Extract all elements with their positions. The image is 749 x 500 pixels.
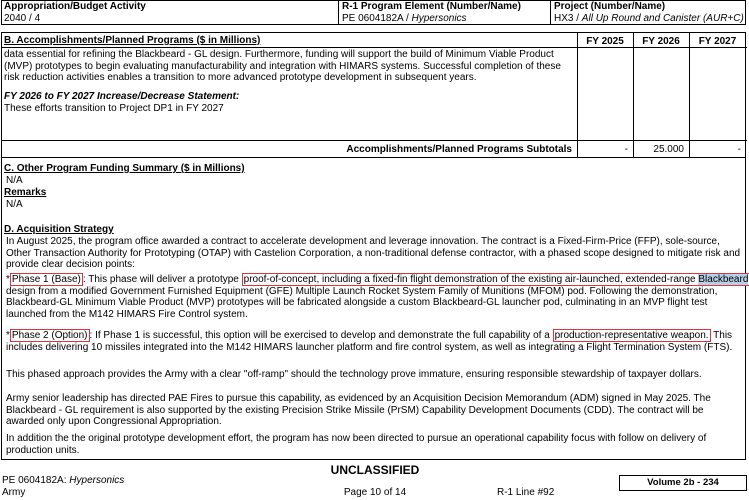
section-d-title: D. Acquisition Strategy	[4, 224, 114, 235]
program-element-label: R-1 Program Element (Number/Name)	[342, 1, 521, 12]
phase-1-rest: design from a modified Government Furnished Equipment (GFE) Multiple Launch Rocket System Family of Munitions (MFOM) pod. Following the demonstration, Blackbeard-GL Minimum Viable Product (MVP) prototypes will be fabricated alongside a custom Blackbeard-GL launcher pod, culminating in an MVP flight test launched from the M142 HIMARS Fire Control system.	[6, 285, 718, 320]
appropriation-value: 2040 / 4	[4, 13, 41, 24]
strategy-intro: In August 2025, the program office awarded a contract to accelerate development and leverage innovation. The contract is a Fixed-Firm-Price (FFP), sole-source, Other Transaction Authority for Prototyping (OTAP) with Castelion Corporation, a non-traditional defense contractor, with a phased scope designed to mitigate risk and provide clear decision points:	[6, 236, 741, 270]
footer-pe-name: Hypersonics	[69, 475, 125, 486]
project-label: Project (Number/Name)	[554, 1, 666, 12]
subtotal-fy2027: -	[737, 144, 741, 155]
appropriation-cell	[4, 1, 334, 24]
column-divider	[633, 33, 634, 157]
fy-header-2026: FY 2026	[642, 36, 680, 47]
bullet-marker: *	[6, 274, 10, 285]
project-separator: /	[573, 13, 582, 24]
remarks-title: Remarks	[4, 187, 47, 198]
section-b-title: B. Accomplishments/Planned Programs ($ in Millions)	[4, 35, 261, 46]
selected-text: Blackbeard	[698, 274, 749, 285]
off-ramp-paragraph: This phased approach provides the Army with a clear "off-ramp" should the technology prove immature, ensuring responsible stewardship of taxpayer dollars.	[6, 369, 702, 380]
program-element-cell	[338, 1, 550, 24]
operational-paragraph: In addition the the original prototype development effort, the program has now been directed to pursue an operational capability focus with follow on delivery of production units.	[6, 433, 707, 456]
phase-1-label: Phase 1 (Base)	[11, 274, 81, 285]
footer-pe-number: PE 0604182A:	[2, 475, 70, 486]
phase-1-paragraph	[6, 274, 749, 320]
accomplishments-paragraph: data essential for refining the Blackbeard - GL design. Furthermore, funding will support the build of Minimum Viable Product (MVP) prototypes to begin evaluating manufacturability and integration with HIMARS systems. Successful completion of these risk reduction activities enables a transition to more advanced prototype development in subsequent years.	[4, 49, 561, 83]
section-c-title: C. Other Program Funding Summary ($ in Millions)	[4, 163, 245, 174]
subtotal-divider	[2, 140, 747, 141]
page-number: Page 10 of 14	[343, 487, 407, 498]
project-name: All Up Round and Canister (AUR+C)	[581, 13, 744, 24]
section-c-value: N/A	[6, 175, 23, 186]
change-statement-title: FY 2026 to FY 2027 Increase/Decrease Statement:	[4, 91, 240, 102]
column-divider	[577, 33, 578, 157]
project-cell	[550, 1, 749, 24]
pe-separator: /	[403, 13, 412, 24]
pe-name: Hypersonics	[411, 13, 467, 24]
phase-1-highlight-text: proof-of-concept, including a fixed-fin flight demonstration of the existing air-launched, extended-range	[243, 274, 699, 285]
appropriation-label: Appropriation/Budget Activity	[4, 1, 146, 12]
phase-2-rest: includes delivering 10 missiles integrated into the M142 HIMARS launcher platform and fire control system, as well as integrating a Flight Termination System (FTS).	[6, 341, 733, 353]
change-statement-text: These efforts transition to Project DP1 in FY 2027	[4, 103, 224, 114]
subtotal-label: Accomplishments/Planned Programs Subtotals	[346, 144, 572, 155]
bullet-marker: *	[6, 330, 10, 341]
phase-1-highlight	[242, 273, 749, 286]
page-footer	[0, 460, 749, 500]
accomplishments-table	[1, 32, 746, 158]
column-divider	[689, 33, 690, 157]
fy-header-2025: FY 2025	[586, 36, 624, 47]
subtotal-fy2026: 25.000	[653, 144, 684, 155]
program-element-value	[342, 13, 550, 24]
phase-2-this: This	[710, 330, 733, 341]
phase-2-highlight: production-representative weapon.	[554, 330, 709, 341]
exhibit-header	[1, 0, 746, 25]
header-divider	[2, 47, 747, 48]
fy-header-2027: FY 2027	[698, 36, 737, 47]
adm-paragraph: Army senior leadership has directed PAE Fires to pursue this capability, as evidenced by an Acquisition Decision Memorandum (ADM) signed in May 2025. The Blackbeard - GL requirement is also supported by the existing Precision Strike Missile (PrSM) Capability Development Documents (CDD). The contract will be awarded only upon Congressional Appropriation.	[6, 393, 711, 427]
project-number: HX3	[554, 13, 574, 24]
r1-line-number: R-1 Line #92	[497, 487, 555, 498]
volume-box: Volume 2b - 234	[619, 475, 747, 491]
subtotal-fy2025: -	[624, 144, 628, 155]
footer-org: Army	[2, 487, 26, 498]
phase-2-intro: : If Phase 1 is successful, this option will be exercised to develop and demonstrate the full capability of a	[89, 330, 553, 341]
phase-2-paragraph	[6, 330, 746, 353]
phase-2-label: Phase 2 (Option)	[11, 330, 88, 341]
funding-and-strategy-box	[1, 158, 749, 460]
footer-pe	[2, 475, 124, 486]
pe-number: PE 0604182A	[342, 13, 404, 24]
classification-marking: UNCLASSIFIED	[330, 463, 420, 477]
phase-1-intro: : This phase will deliver a prototype	[82, 274, 242, 285]
project-value	[554, 13, 749, 24]
remarks-value: N/A	[6, 199, 23, 210]
